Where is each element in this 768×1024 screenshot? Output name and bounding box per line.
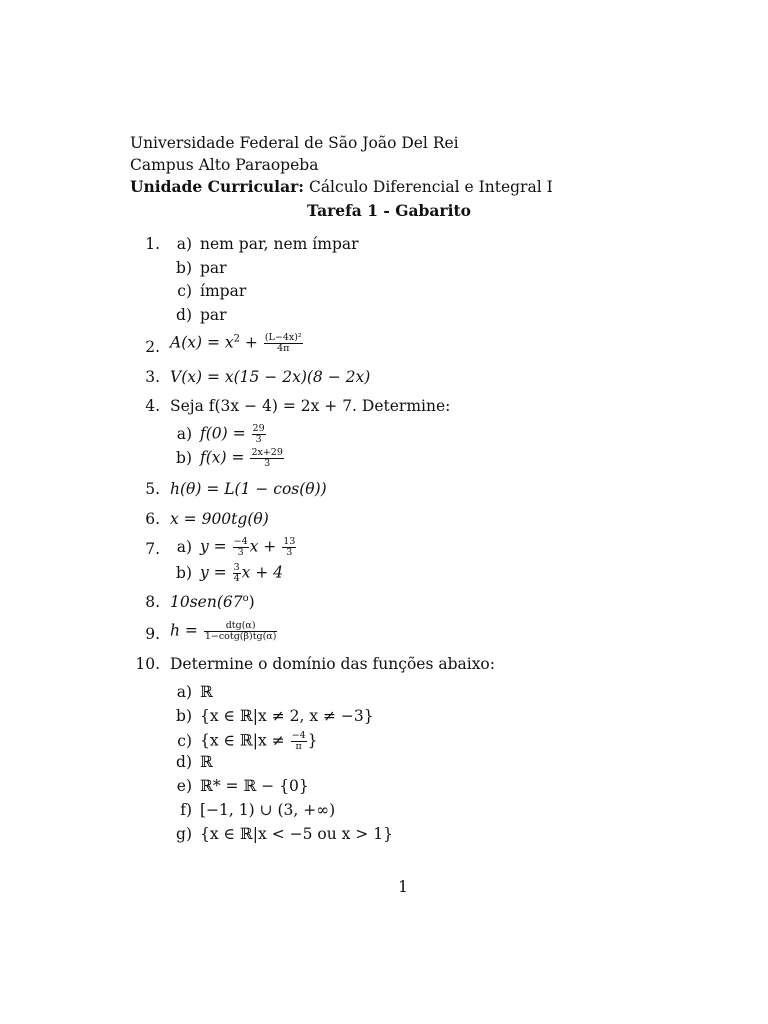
q10-item-c: c) {x ∈ ℝ|x ≠ $\frac{-4}{\pi}$ }: [177, 730, 318, 752]
course-line: [130, 176, 553, 198]
q3-number: 3.: [145, 368, 160, 386]
q10-item-d: d) ℝ: [176, 753, 213, 771]
q8-answer: 10sen(67$^o$): [170, 593, 255, 612]
q4-statement: Seja f(3x − 4) = 2x + 7. Determine:: [170, 397, 451, 415]
q10-item-e: e) ℝ* = ℝ − {0}: [176, 777, 309, 795]
page-number: 1: [398, 878, 408, 896]
q1-item-b: b) par: [176, 259, 227, 277]
q6-answer: x = 900tg(θ): [170, 510, 269, 528]
q4-item-a: a) f(0) = $\frac{29}{3}$: [176, 423, 265, 445]
q10-item-a: a) ℝ: [176, 683, 213, 701]
q7-item-b: b) y = $\frac{3}{4}$ x + 4: [176, 562, 284, 584]
q8-number: 8.: [145, 593, 160, 611]
q10-item-g: g) {x ∈ ℝ|x < −5 ou x > 1}: [176, 825, 393, 843]
q3-answer: V(x) = x(15 − 2x)(8 − 2x): [170, 368, 371, 386]
page-title: Tarefa 1 - Gabarito: [307, 201, 471, 220]
q10-statement: Determine o domínio das funções abaixo:: [170, 655, 495, 673]
campus-name: Campus Alto Paraopeba: [130, 156, 319, 174]
q7-item-a: a) y = $\frac{-4}{3}$ x + $\frac{13}{3}$: [176, 536, 296, 558]
q10-item-b: b) {x ∈ ℝ|x ≠ 2, x ≠ −3}: [176, 707, 374, 725]
course-value: Cálculo Diferencial e Integral I: [308, 178, 553, 196]
q10-item-f: f) [−1, 1) ∪ (3, +∞): [180, 801, 336, 819]
q5-number: 5.: [145, 480, 160, 498]
q5-answer: h(θ) = L(1 − cos(θ)): [170, 480, 327, 498]
q2-answer: $A(x) = x^2$ + $\frac{\text{(L−4x)²}}{4\pi}$: [170, 332, 302, 354]
q1-number: 1.: [145, 235, 160, 253]
q1-item-a: a) nem par, nem ímpar: [176, 235, 359, 253]
q2-number: 2.: [145, 338, 160, 356]
course-label: Unidade Curricular:: [130, 177, 305, 196]
q4-number: 4.: [145, 397, 160, 415]
q4-item-b: b) f(x) = $\frac{2x+29}{3}$: [176, 447, 283, 469]
q1-item-c: c) ímpar: [177, 282, 247, 300]
q7-number: 7.: [145, 540, 160, 558]
q10-number: 10.: [135, 655, 160, 673]
q9-answer: h = $\frac{\text{dtg(α)}}{1-\cot g(\beta)tg(\alpha)}$: [170, 620, 277, 642]
q1-item-d: d) par: [176, 306, 227, 324]
q2-fraction: $\frac{\text{(L−4x)²}}{4\pi}$: [264, 332, 302, 354]
university-name: Universidade Federal de São João Del Rei: [130, 134, 459, 152]
q9-number: 9.: [145, 625, 160, 643]
q6-number: 6.: [145, 510, 160, 528]
